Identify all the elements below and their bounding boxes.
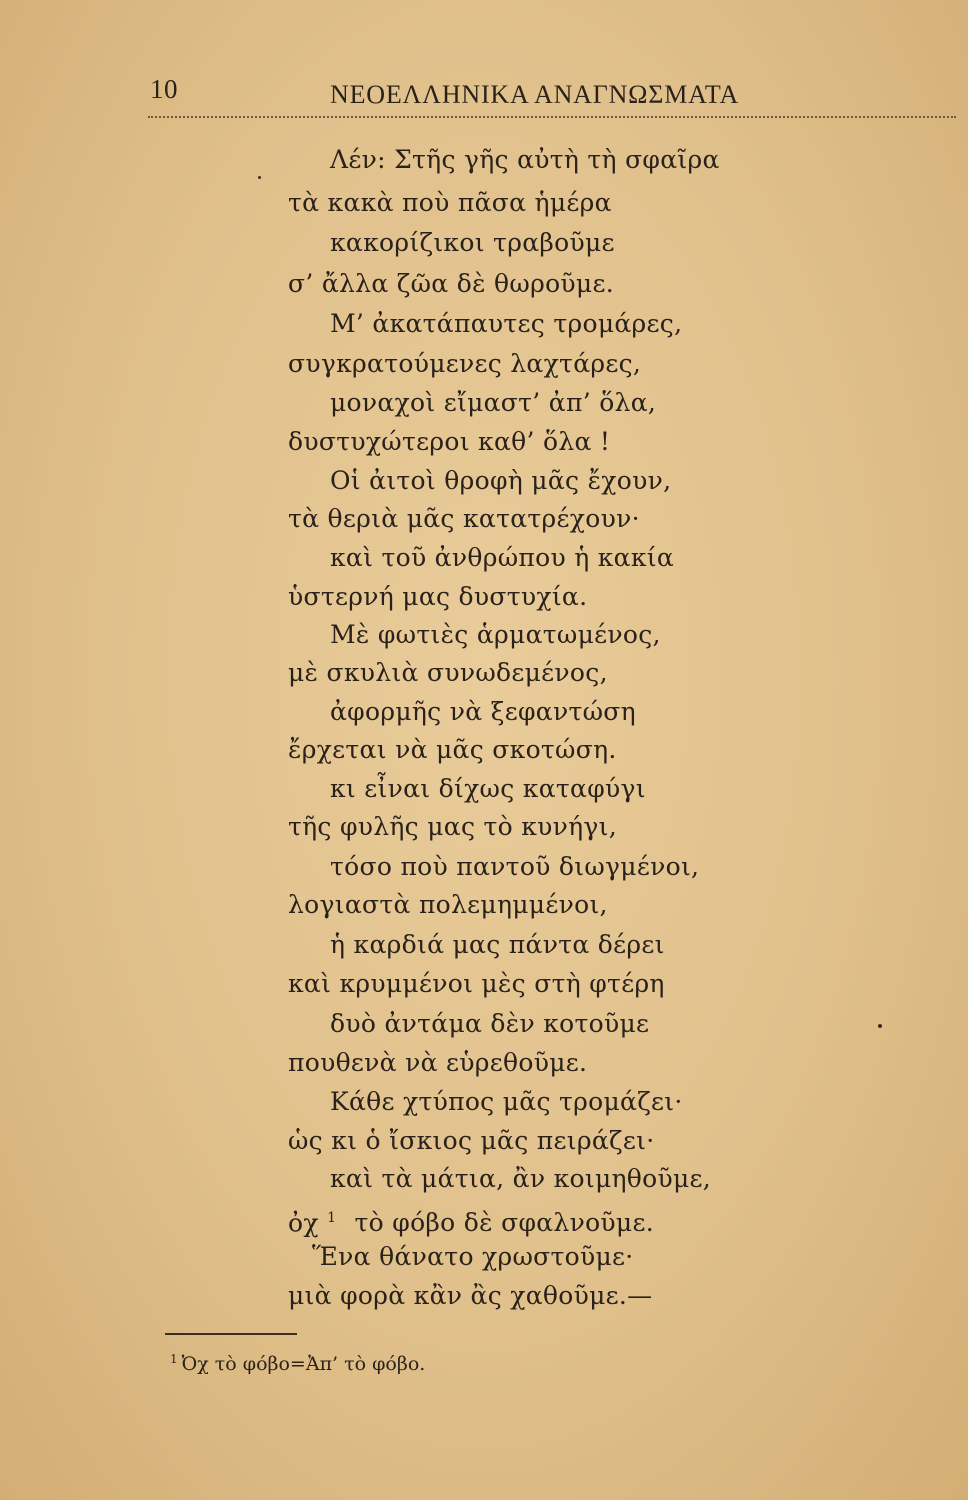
footnote	[170, 1352, 425, 1375]
poem-line: κι εἶναι δίχως καταφύγι	[330, 774, 646, 803]
poem-line: πουθενὰ νὰ εὑρεθοῦμε.	[288, 1048, 588, 1077]
poem-line: τῆς φυλῆς μας τὸ κυνήγι,	[288, 812, 618, 841]
poem-line: Λέν: Στῆς γῆς αὐτὴ τὴ σφαῖρα	[330, 145, 720, 174]
poem-line: ὡς κι ὁ ἴσκιος μᾶς πειράζει·	[288, 1126, 655, 1155]
poem-line: δυστυχώτεροι καθ’ ὅλα !	[288, 427, 611, 456]
footnote-marker: 1	[170, 1352, 178, 1366]
poem-line: μὲ σκυλιὰ συνωδεμένος,	[288, 658, 608, 687]
footnote-text: Ὀχ τὸ φόβο=Ἀπ’ τὸ φόβο.	[181, 1353, 426, 1375]
poem-line: Κάθε χτύπος μᾶς τρομάζει·	[330, 1087, 683, 1116]
poem-line: καὶ κρυμμένοι μὲς στὴ φτέρη	[288, 969, 665, 998]
poem-line: τὰ κακὰ ποὺ πᾶσα ἡμέρα	[288, 188, 612, 217]
poem-line: κακορίζικοι τραβοῦμε	[330, 228, 615, 257]
poem-line: τὰ θεριὰ μᾶς κατατρέχουν·	[288, 504, 640, 533]
poem-line: ὑστερνή μας δυστυχία.	[288, 582, 588, 611]
poem-line: ἔρχεται νὰ μᾶς σκοτώση.	[288, 735, 617, 764]
footnote-reference: 1	[327, 1210, 337, 1226]
poem-line: Μ’ ἀκατάπαυτες τρομάρες,	[330, 309, 683, 338]
poem-line: τόσο ποὺ παντοῦ διωγμένοι,	[330, 852, 700, 881]
poem-line: σ’ ἄλλα ζῶα δὲ θωροῦμε.	[288, 269, 614, 298]
poem-line-end: τὸ φόβο δὲ σφαλνοῦμε.	[354, 1208, 654, 1238]
footnote-rule	[165, 1333, 297, 1335]
poem-line: συγκρατούμενες λαχτάρες,	[288, 349, 642, 378]
poem-line: ἀφορμῆς νὰ ξεφαντώση	[330, 697, 636, 726]
poem-line: ἡ καρδιά μας πάντα δέρει	[330, 930, 665, 959]
poem-line: μοναχοὶ εἴμαστ’ ἀπ’ ὅλα,	[330, 388, 657, 417]
poem-line-start: ὀχ	[288, 1208, 319, 1238]
running-title: ΝΕΟΕΛΛΗΝΙΚΑ ΑΝΑΓΝΩΣΜΑΤΑ	[330, 80, 740, 109]
ink-speck	[258, 176, 261, 179]
poem-line: καὶ τοῦ ἀνθρώπου ἡ κακία	[330, 543, 675, 572]
ink-speck	[878, 1024, 882, 1028]
poem-line: δυὸ ἀντάμα δὲν κοτοῦμε	[330, 1009, 650, 1038]
poem-line-with-note	[288, 1201, 654, 1240]
poem-line: Μὲ φωτιὲς ἁρματωμένος,	[330, 620, 661, 649]
poem-line: μιὰ φορὰ κἂν ἂς χαθοῦμε.—	[288, 1281, 653, 1310]
poem-line: Ἕνα θάνατο χρωστοῦμε·	[312, 1242, 634, 1271]
page-number: 10	[150, 74, 178, 104]
poem-line: Οἱ ἀιτοὶ θροφὴ μᾶς ἔχουν,	[330, 466, 672, 495]
poem-line: καὶ τὰ μάτια, ἂν κοιμηθοῦμε,	[330, 1164, 712, 1193]
poem-line: λογιαστὰ πολεμημμένοι,	[288, 890, 608, 919]
